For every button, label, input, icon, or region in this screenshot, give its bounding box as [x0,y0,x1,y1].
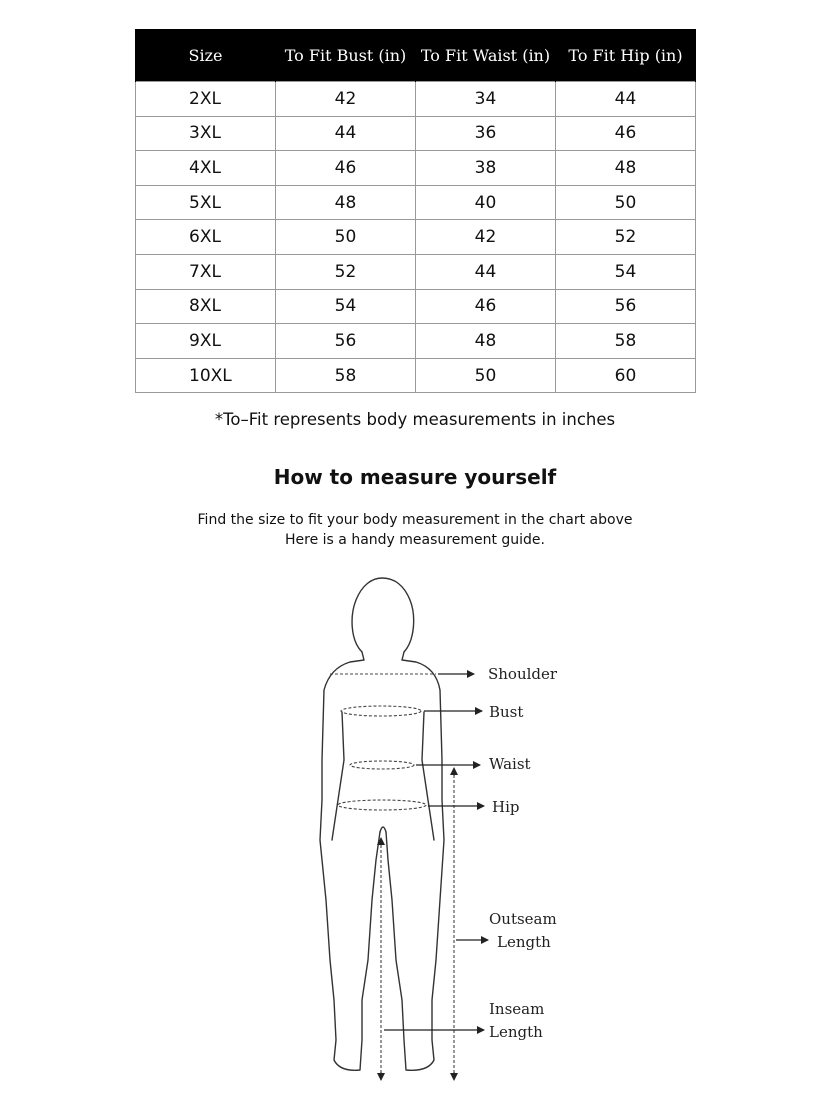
label-waist: Waist [489,755,531,773]
bust-cell: 54 [276,289,416,324]
guide-title: How to measure yourself [273,465,557,489]
hip-guide [338,800,426,810]
size-cell: 2XL [136,82,276,117]
bust-cell: 56 [276,324,416,359]
size-cell: 8XL [136,289,276,324]
label-pointers [384,674,488,1030]
label-shoulder: Shoulder [488,665,558,683]
waist-cell: 50 [416,358,556,393]
label-outseam: Outseam [489,910,557,928]
label-inseam-length: Length [489,1023,543,1041]
measure-guides [330,674,454,1078]
body-outline [320,578,444,1070]
hip-cell: 54 [556,254,696,289]
footnote: *To–Fit represents body measurements in inches [214,410,616,429]
bust-cell: 48 [276,185,416,220]
size-cell: 4XL [136,151,276,186]
header-hip: To Fit Hip (in) [556,29,696,82]
left-arm-inner [332,712,344,840]
size-cell: 7XL [136,254,276,289]
guide-intro-line-1: Find the size to fit your body measurement in the chart above [197,512,633,528]
label-bust: Bust [489,703,524,721]
waist-cell: 38 [416,151,556,186]
hip-cell: 50 [556,185,696,220]
waist-guide [350,761,414,769]
size-cell: 9XL [136,324,276,359]
bust-cell: 50 [276,220,416,255]
hip-cell: 52 [556,220,696,255]
left-body-side [320,652,380,1070]
waist-cell: 42 [416,220,556,255]
right-arm-inner [422,712,434,840]
bust-cell: 58 [276,358,416,393]
label-hip: Hip [492,798,520,816]
size-cell: 5XL [136,185,276,220]
crotch-curve [380,827,386,832]
header-waist: To Fit Waist (in) [416,29,556,82]
right-body-side [386,652,444,1070]
waist-cell: 36 [416,116,556,151]
waist-cell: 34 [416,82,556,117]
hip-cell: 48 [556,151,696,186]
size-cell: 3XL [136,116,276,151]
bust-guide [341,706,421,716]
waist-cell: 40 [416,185,556,220]
guide-intro-line-2: Here is a handy measurement guide. [285,532,545,548]
waist-cell: 46 [416,289,556,324]
hip-cell: 60 [556,358,696,393]
bust-cell: 52 [276,254,416,289]
header-size: Size [136,29,276,82]
waist-cell: 48 [416,324,556,359]
hip-cell: 46 [556,116,696,151]
head-outline [352,578,414,652]
size-cell: 10XL [136,358,276,393]
header-bust: To Fit Bust (in) [276,29,416,82]
bust-cell: 46 [276,151,416,186]
size-cell: 6XL [136,220,276,255]
hip-cell: 58 [556,324,696,359]
label-outseam-length: Length [497,933,551,951]
hip-cell: 56 [556,289,696,324]
bust-cell: 44 [276,116,416,151]
bust-cell: 42 [276,82,416,117]
hip-cell: 44 [556,82,696,117]
waist-cell: 44 [416,254,556,289]
label-inseam: Inseam [489,1000,545,1018]
